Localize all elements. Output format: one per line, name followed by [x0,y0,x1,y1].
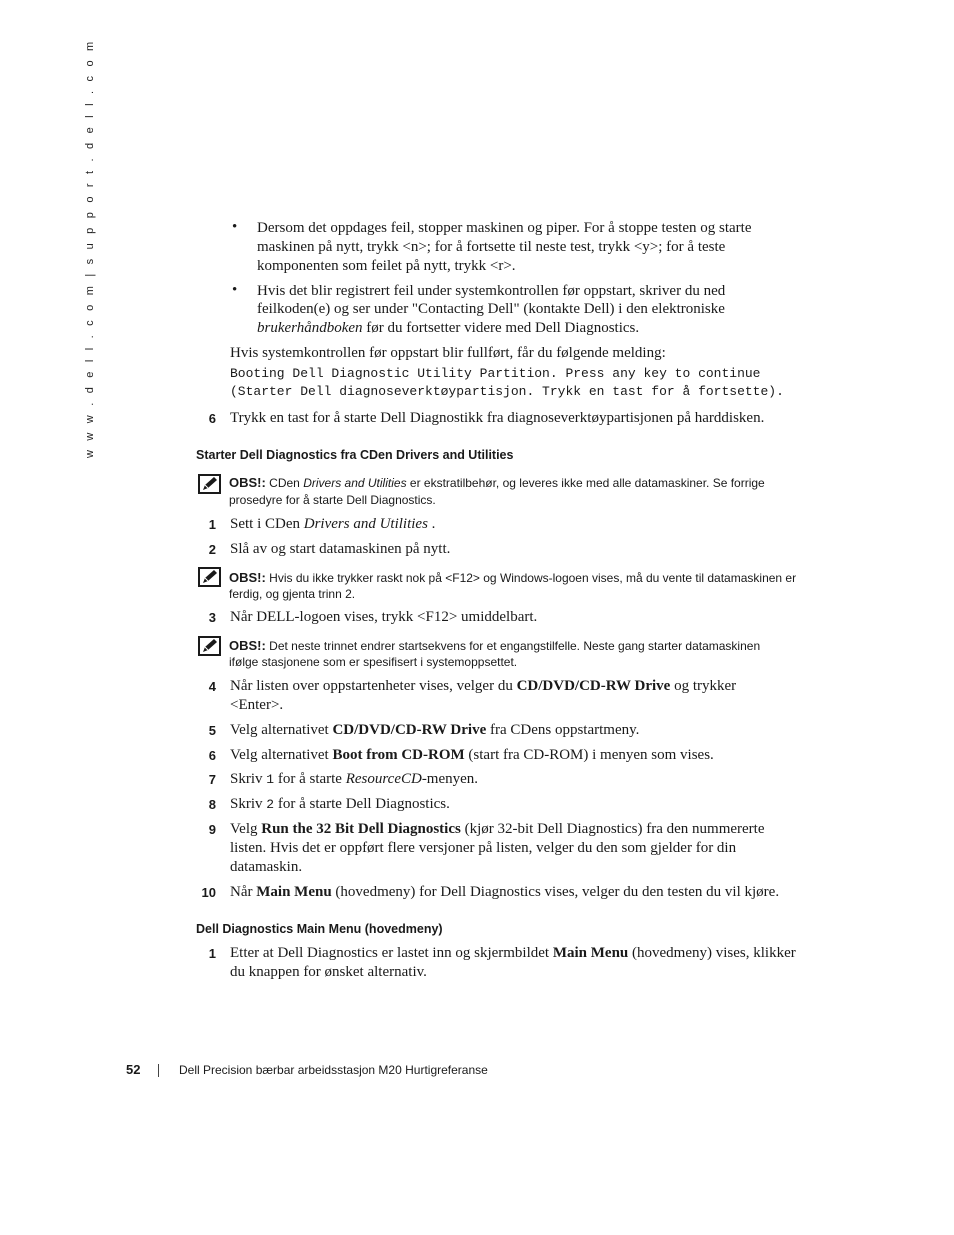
step-9-line-3: datamaskin. [230,859,303,875]
note-3-line-1: OBS!: Det neste trinnet endrer startsekvens for et engangstilfelle. Neste gang starter datamaskinen [229,638,761,653]
step-9-line-1: Velg Run the 32 Bit Dell Diagnostics (kjør 32-bit Dell Diagnostics) fra den nummererte [230,821,765,837]
step-1-text: Sett i CDen Drivers and Utilities . [230,516,436,532]
step-10-text: Når Main Menu (hovedmeny) for Dell Diagnostics vises, velger du den testen du vil kjøre. [230,884,780,900]
bullet-2-line-1: Hvis det blir registrert feil under systemkontrollen før oppstart, skriver du ned [257,283,726,299]
step-1b-line-2: du knappen for ønsket alternativ. [230,964,427,980]
bullet-2-line-2: feilkoden(e) og ser under "Contacting Dell" (kontakte Dell) i den elektroniske [257,301,725,317]
step-number: 6 [208,748,216,763]
step-number: 8 [208,797,216,812]
page-number: 52 [126,1062,141,1077]
step-1b-line-1: Etter at Dell Diagnostics er lastet inn og skjermbildet Main Menu (hovedmeny) vises, klikker [230,945,796,961]
note-3-line-2: ifølge stasjonene som er spesifisert i systemoppsettet. [229,655,518,669]
step-number: 3 [208,610,216,625]
step-6b-text: Velg alternativet Boot from CD-ROM (start fra CD-ROM) i menyen som vises. [230,747,714,763]
footer-title: Dell Precision bærbar arbeidsstasjon M20 Hurtigreferanse [179,1063,488,1077]
manual-title: brukerhåndboken [257,320,363,336]
section-heading-cd: Starter Dell Diagnostics fra CDen Drivers and Utilities [196,448,514,462]
step-3-text: Når DELL-logoen vises, trykk <F12> umiddelbart. [230,609,538,625]
step-number: 2 [208,542,216,557]
code-line-2: (Starter Dell diagnoseverktøypartisjon. Trykk en tast for å fortsette). [230,384,784,399]
code-line-1: Booting Dell Diagnostic Utility Partition. Press any key to continue [230,366,761,381]
step-6-text: Trykk en tast for å starte Dell Diagnostikk fra diagnoseverktøypartisjonen på harddisken. [230,410,765,426]
step-number: 4 [208,679,216,694]
step-4-line-1: Når listen over oppstartenheter vises, velger du CD/DVD/CD-RW Drive og trykker [230,678,737,694]
step-number: 10 [201,885,216,900]
note-2-line-1: OBS!: Hvis du ikke trykker raskt nok på <F12> og Windows-logoen vises, må du vente til datamaskinen er [229,570,797,585]
note-label: OBS!: [229,475,266,490]
step-9-line-2: listen. Hvis det er oppført flere versjoner på listen, velger du den som gjelder for din [230,840,737,856]
step-7-text: Skriv 1 for å starte ResourceCD-menyen. [230,771,479,787]
footer-divider [158,1064,159,1077]
bullet-1-line-2: maskinen på nytt, trykk <n>; for å fortsette til neste test, trykk <y>; for å teste [257,239,726,255]
step-4-line-2: <Enter>. [230,697,284,713]
note-1-line-1: OBS!: CDen Drivers and Utilities er ekstratilbehør, og leveres ikke med alle datamaskiner. Se forrige [229,475,765,490]
step-5-text: Velg alternativet CD/DVD/CD-RW Drive fra CDens oppstartmeny. [230,722,640,738]
preboot-intro: Hvis systemkontrollen før oppstart blir fullført, får du følgende melding: [230,345,666,361]
bullet-marker: • [232,219,238,235]
step-number: 1 [208,946,216,961]
note-pencil-icon [198,636,221,656]
note-1-line-2: prosedyre for å starte Dell Diagnostics. [229,493,436,507]
step-8-text: Skriv 2 for å starte Dell Diagnostics. [230,796,450,812]
section-heading-main-menu: Dell Diagnostics Main Menu (hovedmeny) [196,922,443,936]
note-label: OBS!: [229,570,266,585]
step-number: 5 [208,723,216,738]
note-label: OBS!: [229,638,266,653]
bullet-marker: • [232,282,238,298]
step-number: 6 [208,411,216,426]
step-number: 1 [208,517,216,532]
bullet-2-line-3: brukerhåndboken før du fortsetter videre med Dell Diagnostics. [257,320,640,336]
bullet-1-line-3: komponenten som feilet på nytt, trykk <r>. [257,258,516,274]
step-number: 7 [208,772,216,787]
step-number: 9 [208,822,216,837]
note-pencil-icon [198,474,221,494]
side-url-text: w w w . d e l l . c o m | s u p p o r t . d e l l . c o m [84,38,96,458]
bullet-1-line-1: Dersom det oppdages feil, stopper maskinen og piper. For å stoppe testen og starte [257,220,752,236]
step-2-text: Slå av og start datamaskinen på nytt. [230,541,451,557]
note-pencil-icon [198,567,221,587]
note-2-line-2: ferdig, og gjenta trinn 2. [229,587,356,601]
